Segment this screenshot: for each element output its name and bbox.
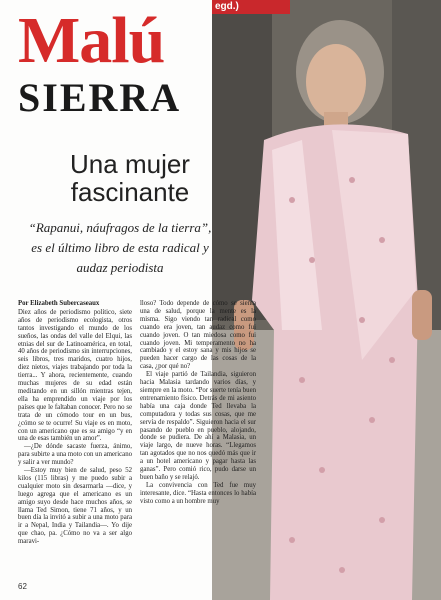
subtitle: Una mujer fascinante: [70, 149, 190, 207]
background-sign: egd.): [212, 0, 290, 14]
paragraph: La convivencia con Ted fue muy interesante, dice. “Hasta entonces lo había visto como a un hombre muy: [140, 481, 256, 505]
paragraph: lloso? Todo depende de cómo se sienta una de salud, porque la mente es la misma. Sigo viendo tan radical como cuando era joven, tan audaz como fui cuando joven. O tan miedosa como fui cuando joven. Mi temperamento no ha cambiado y el estoy sana y mis hijos se pueden hacer cargo de las cosas de la casa, ¿por qué no?: [140, 300, 256, 371]
paragraph: Diez años de periodismo político, siete años de periodismo ecologista, otros tantos investigando el mundo de los sueños, las ondas del valle del Elqui, las etnias del sur de Latinoamérica, en total, 40 años de periodismo sin interrupciones, seis libros, tres maridos, cuatro hijos, diez nietos, viajes trabajando por toda la tierra... Y ahora, recientemente, cuando muchas mujeres de su edad están meditando en un sillón mientras tejen, ella ha emprendido un viaje por los países que le faltaban conocer. Pero no se trata de un cómodo tour en un bus, ¿cómo se te ocurre! Su viaje es en moto, con un americano que es su amigo “y en una de esas también un amor”.: [18, 308, 132, 443]
body-column-1: [18, 300, 132, 546]
headline-last-name: SIERRA: [18, 75, 182, 120]
headline-first-name: Malú: [18, 4, 165, 77]
deck: “Rapanui, náufragos de la tierra”, es el último libro de esta radical y audaz periodista: [28, 220, 212, 275]
paragraph: El viaje partió de Tailandia, siguieron hacia Malasia tardando varios días, y siempre en la moto. “Por suerte tenía buen entrenamiento físico. Detrás de mi asiento había una caja donde Ted llevaba la computadora y todas sus cosas, que me servía de respaldo”. Siguieron hacia el sur pasando de pueblo en pueblo, alojando, donde se pudiera. De ahí a Malasia, un viaje largo, de nueve horas. “Llegamos tan agotados que no nos quedó más que ir a un hotel americano y pagar hasta las ganas”. Pero comió rico, pudo darse un buen baño y se relajó.: [140, 371, 256, 481]
paragraph: —Estoy muy bien de salud, peso 52 kilos (115 libras) y me puedo subir a cualquier moto sin desarmarla —dice, y luego agrega que el americano es un amigo suyo desde hace muchos años, se llama Ted Simon, tiene 71 años, y un buen día la invitó a subir a una moto para ir a Nepal, India y Tailandia—. Yo dije que chao, pa. ¿Cómo no va a ser algo maravi-: [18, 467, 132, 546]
page-number: 62: [18, 582, 27, 591]
byline: Por Elizabeth Subercaseaux: [18, 300, 100, 307]
paragraph: —¿De dónde sacaste fuerza, ánimo, para subirte a una moto con un americano y salir a ver mundo?: [18, 443, 132, 467]
body-column-2: [140, 300, 256, 506]
